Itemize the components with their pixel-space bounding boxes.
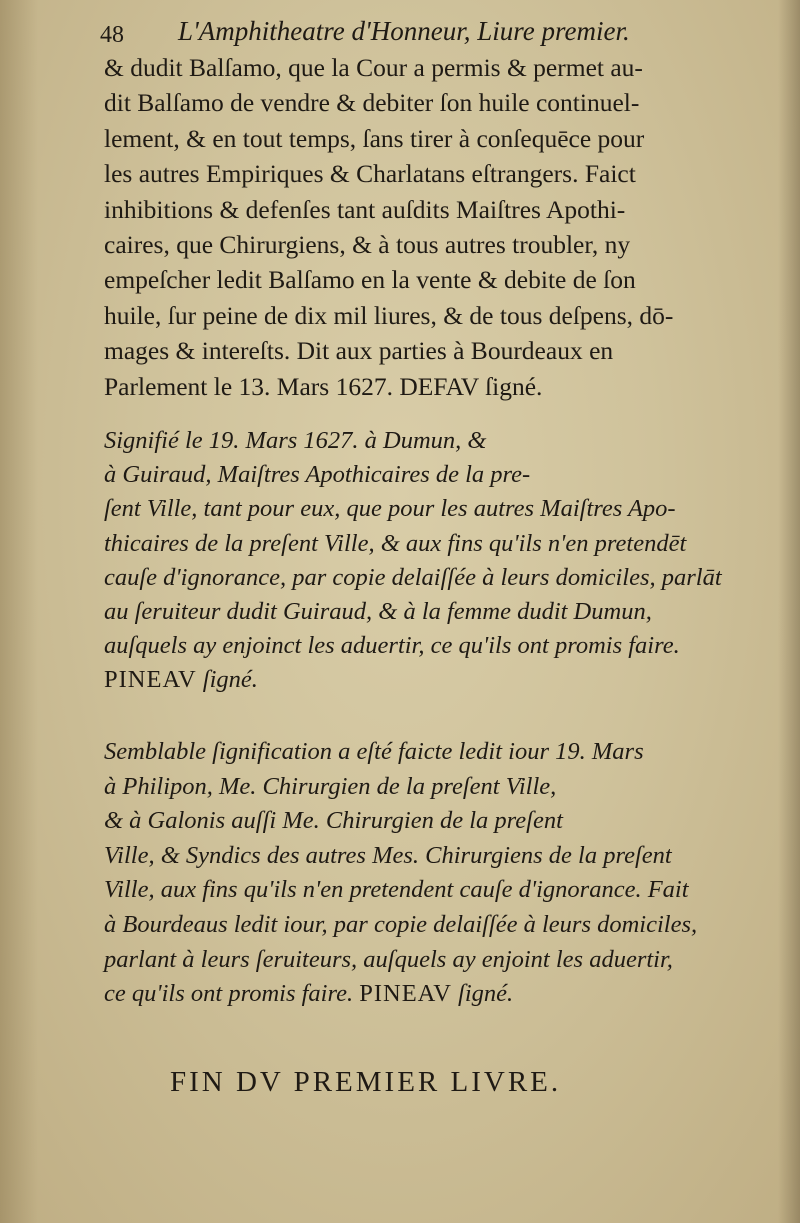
text-line: empeſcher ledit Balſamo en la vente & debite de ſon <box>104 265 636 295</box>
signature-suffix: ſigné. <box>451 980 514 1008</box>
text-line: caires, que Chirurgiens, & à tous autres troubler, ny <box>104 230 631 260</box>
text-line: Parlement le 13. Mars 1627. DEFAV ſigné. <box>104 371 543 401</box>
text-line: Ville, & Syndics des autres Mes. Chirurgiens de la preſent <box>104 841 672 869</box>
text-line: ſent Ville, tant pour eux, que pour les autres Maiſtres Apo- <box>104 495 676 523</box>
signature-line <box>104 977 772 1012</box>
text-line: lement, & en tout temps, ſans tirer à conſequēce pour <box>104 123 645 153</box>
signature-name: PINEAV <box>359 980 452 1008</box>
text-line: cauſe d'ignorance, par copie delaiſſée à leurs domiciles, parlāt <box>104 563 722 591</box>
text-line: huile, ſur peine de dix mil liures, & de tous deſpens, dō- <box>104 300 674 330</box>
end-of-book-line: FIN DV PREMIER LIVRE. <box>170 1066 562 1098</box>
signification-paragraph-1 <box>104 424 772 698</box>
text-line: auſquels ay enjoinct les aduertir, ce qu'ils ont promis faire. <box>104 632 680 660</box>
signature-line <box>104 663 772 697</box>
signature-name: PINEAV <box>104 666 197 694</box>
text-line: au ſeruiteur dudit Guiraud, & à la femme dudit Dumun, <box>104 598 652 626</box>
text-line: & dudit Balſamo, que la Cour a permis & permet au- <box>104 53 643 82</box>
page-number: 48 <box>100 22 124 48</box>
text-line: inhibitions & defenſes tant auſdits Maiſtres Apothi- <box>104 194 626 224</box>
text-line: dit Balſamo de vendre & debiter ſon huile continuel- <box>104 88 640 118</box>
text-line: parlant à leurs ſeruiteurs, auſquels ay enjoint les aduertir, <box>104 945 673 973</box>
gutter-shadow <box>0 0 38 1223</box>
signification-paragraph-2 <box>104 735 772 1012</box>
text-line: thicaires de la preſent Ville, & aux fins qu'ils n'en pretendēt <box>104 529 687 557</box>
text-line: à Philipon, Me. Chirurgien de la preſent Ville, <box>104 772 557 800</box>
text-line: mages & intereſts. Dit aux parties à Bourdeaux en <box>104 336 614 366</box>
text-line: les autres Empiriques & Charlatans eſtrangers. Faict <box>104 159 636 189</box>
text-line: Ville, aux fins qu'ils n'en pretendent cauſe d'ignorance. Fait <box>104 876 689 904</box>
decree-paragraph <box>104 50 772 404</box>
text-line: Signifié le 19. Mars 1627. à Dumun, & <box>104 427 487 454</box>
text-line: Semblable ſignification a eſté faicte ledit iour 19. Mars <box>104 738 644 765</box>
text-line: à Guiraud, Maiſtres Apothicaires de la pre- <box>104 461 531 489</box>
text-line: à Bourdeaus ledit iour, par copie delaiſſée à leurs domiciles, <box>104 910 698 938</box>
text-line: & à Galonis auſſi Me. Chirurgien de la preſent <box>104 807 563 835</box>
edge-shadow <box>778 0 800 1223</box>
signature-suffix: ſigné. <box>196 666 258 694</box>
closing-phrase: ce qu'ils ont promis faire. <box>104 980 360 1008</box>
running-head: L'Amphitheatre d'Honneur, Liure premier. <box>178 16 630 46</box>
